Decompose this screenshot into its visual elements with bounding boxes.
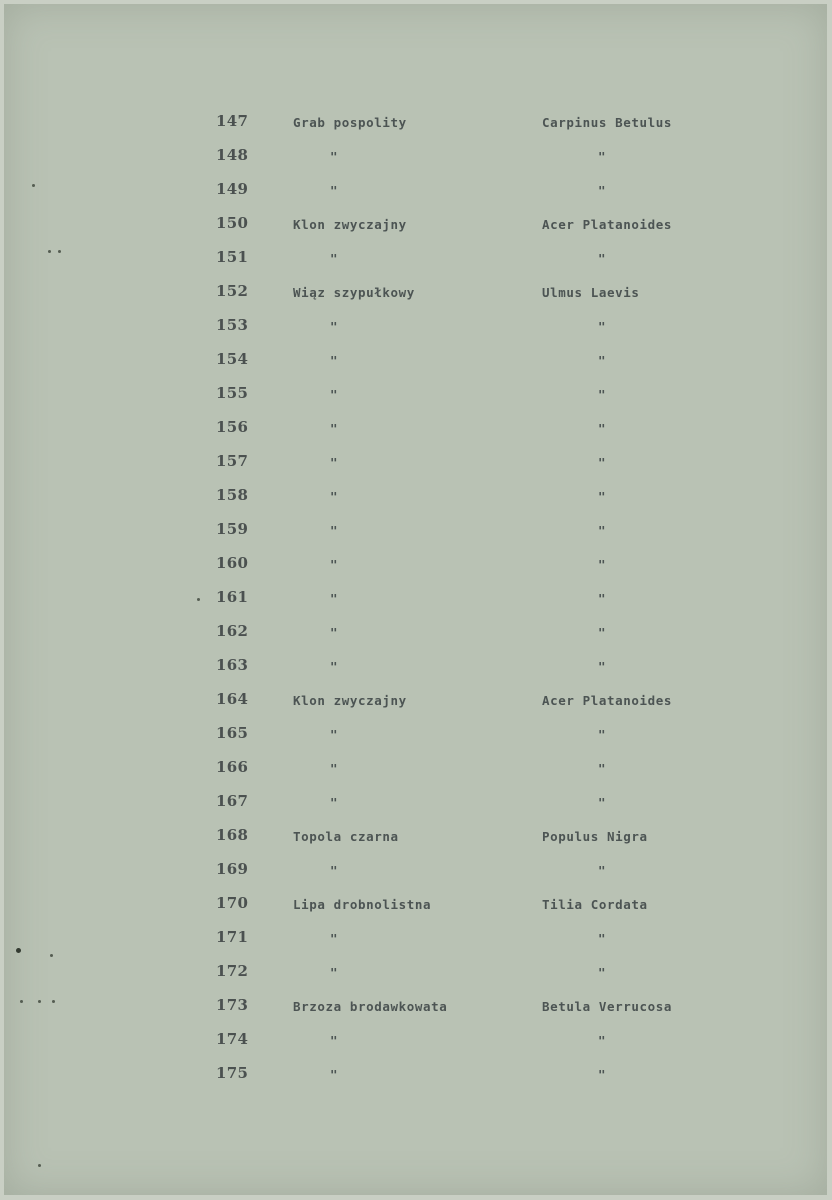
table-row	[4, 384, 827, 408]
latin-name: "	[598, 795, 607, 810]
table-row	[4, 724, 827, 748]
entry-number: 152	[216, 282, 249, 300]
latin-name: Tilia Cordata	[542, 897, 648, 912]
table-row	[4, 146, 827, 170]
polish-name: "	[330, 863, 339, 878]
entry-number: 166	[216, 758, 249, 776]
entry-number: 154	[216, 350, 249, 368]
entry-number: 148	[216, 146, 249, 164]
table-row	[4, 792, 827, 816]
polish-name: "	[330, 149, 339, 164]
table-row	[4, 248, 827, 272]
table-row	[4, 520, 827, 544]
entry-number: 162	[216, 622, 249, 640]
latin-name: "	[598, 659, 607, 674]
entry-number: 171	[216, 928, 249, 946]
entry-number: 173	[216, 996, 249, 1014]
entry-number: 155	[216, 384, 249, 402]
table-row	[4, 180, 827, 204]
table-row	[4, 452, 827, 476]
polish-name: Lipa drobnolistna	[293, 897, 432, 912]
entry-number: 168	[216, 826, 249, 844]
entry-number: 165	[216, 724, 249, 742]
polish-name: "	[330, 761, 339, 776]
latin-name: "	[598, 761, 607, 776]
entry-number: 170	[216, 894, 249, 912]
table-row	[4, 826, 827, 850]
polish-name: "	[330, 557, 339, 572]
latin-name: "	[598, 455, 607, 470]
latin-name: Acer Platanoides	[542, 217, 673, 232]
table-row	[4, 112, 827, 136]
polish-name: Grab pospolity	[293, 115, 407, 130]
entry-number: 164	[216, 690, 249, 708]
entry-number: 149	[216, 180, 249, 198]
polish-name: "	[330, 353, 339, 368]
latin-name: "	[598, 931, 607, 946]
polish-name: "	[330, 931, 339, 946]
table-row	[4, 1064, 827, 1088]
polish-name: "	[330, 1033, 339, 1048]
polish-name: "	[330, 455, 339, 470]
entry-number: 151	[216, 248, 249, 266]
latin-name: Ulmus Laevis	[542, 285, 640, 300]
entry-number: 175	[216, 1064, 249, 1082]
polish-name: "	[330, 659, 339, 674]
polish-name: "	[330, 387, 339, 402]
polish-name: "	[330, 421, 339, 436]
latin-name: "	[598, 863, 607, 878]
entry-number: 161	[216, 588, 249, 606]
latin-name: "	[598, 421, 607, 436]
latin-name: "	[598, 251, 607, 266]
polish-name: "	[330, 251, 339, 266]
latin-name: Carpinus Betulus	[542, 115, 673, 130]
table-row	[4, 894, 827, 918]
entry-number: 172	[216, 962, 249, 980]
latin-name: "	[598, 489, 607, 504]
polish-name: "	[330, 1067, 339, 1082]
polish-name: Wiąz szypułkowy	[293, 285, 415, 300]
entry-number: 158	[216, 486, 249, 504]
latin-name: Acer Platanoides	[542, 693, 673, 708]
entry-number: 153	[216, 316, 249, 334]
latin-name: "	[598, 1067, 607, 1082]
table-row	[4, 962, 827, 986]
latin-name: "	[598, 727, 607, 742]
polish-name: "	[330, 727, 339, 742]
polish-name: "	[330, 319, 339, 334]
latin-name: "	[598, 149, 607, 164]
table-row	[4, 928, 827, 952]
table-row	[4, 282, 827, 306]
entry-number: 174	[216, 1030, 249, 1048]
latin-name: "	[598, 591, 607, 606]
latin-name: Betula Verrucosa	[542, 999, 673, 1014]
entry-number: 159	[216, 520, 249, 538]
table-row	[4, 214, 827, 238]
polish-name: Topola czarna	[293, 829, 399, 844]
margin-speck	[38, 1164, 41, 1167]
polish-name: "	[330, 591, 339, 606]
table-row	[4, 1030, 827, 1054]
entry-number: 169	[216, 860, 249, 878]
latin-name: "	[598, 557, 607, 572]
latin-name: "	[598, 523, 607, 538]
table-row	[4, 554, 827, 578]
table-row	[4, 486, 827, 510]
entry-number: 156	[216, 418, 249, 436]
latin-name: "	[598, 1033, 607, 1048]
entry-number: 150	[216, 214, 249, 232]
latin-name: "	[598, 319, 607, 334]
typewritten-page	[4, 4, 827, 1195]
polish-name: Brzoza brodawkowata	[293, 999, 448, 1014]
entry-number: 160	[216, 554, 249, 572]
table-row	[4, 996, 827, 1020]
polish-name: Klon zwyczajny	[293, 693, 407, 708]
latin-name: Populus Nigra	[542, 829, 648, 844]
polish-name: "	[330, 795, 339, 810]
latin-name: "	[598, 965, 607, 980]
margin-speck	[50, 954, 53, 957]
polish-name: Klon zwyczajny	[293, 217, 407, 232]
entry-number: 163	[216, 656, 249, 674]
table-row	[4, 316, 827, 340]
latin-name: "	[598, 387, 607, 402]
table-row	[4, 350, 827, 374]
latin-name: "	[598, 625, 607, 640]
latin-name: "	[598, 183, 607, 198]
table-row	[4, 758, 827, 782]
table-row	[4, 656, 827, 680]
polish-name: "	[330, 625, 339, 640]
latin-name: "	[598, 353, 607, 368]
entry-number: 157	[216, 452, 249, 470]
polish-name: "	[330, 489, 339, 504]
polish-name: "	[330, 183, 339, 198]
table-row	[4, 588, 827, 612]
table-row	[4, 860, 827, 884]
table-row	[4, 418, 827, 442]
table-row	[4, 622, 827, 646]
entry-number: 167	[216, 792, 249, 810]
polish-name: "	[330, 965, 339, 980]
polish-name: "	[330, 523, 339, 538]
entry-number: 147	[216, 112, 249, 130]
table-row	[4, 690, 827, 714]
